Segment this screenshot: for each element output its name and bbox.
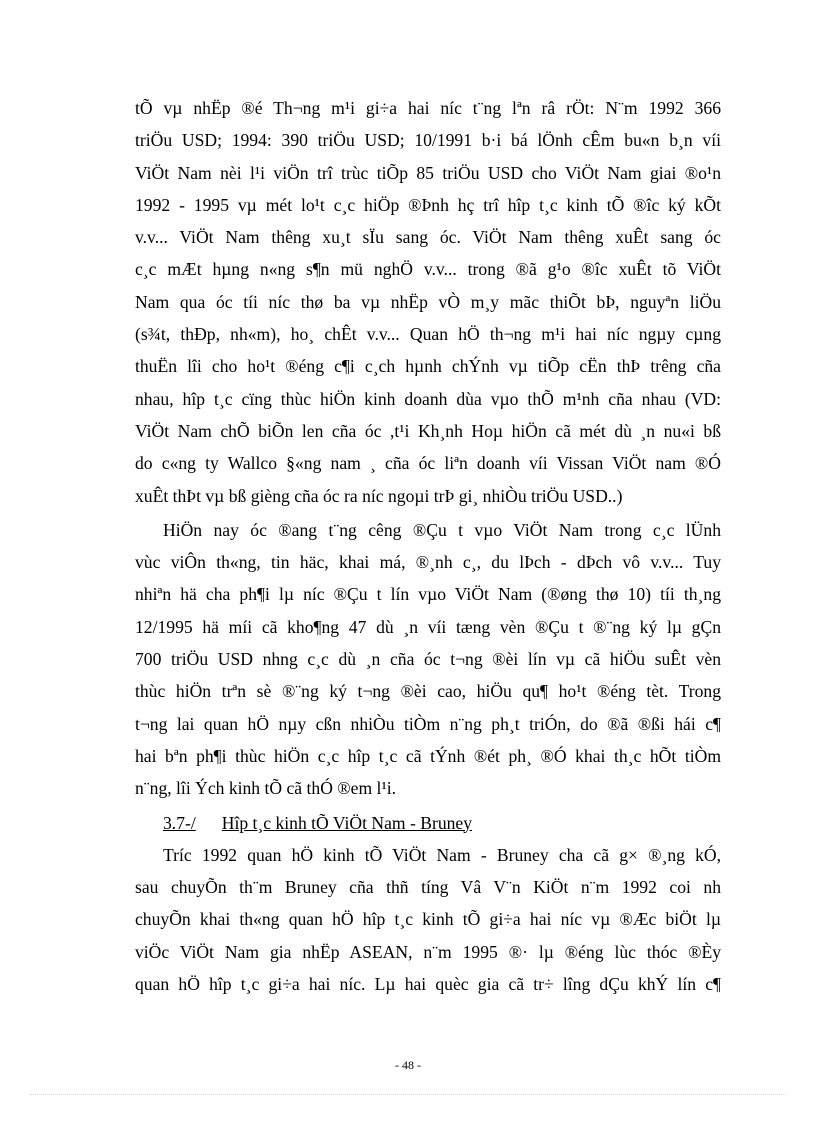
paragraph-investment: [135, 514, 721, 805]
text-line: v.v... ViÖt Nam thêng xu¸t sÏu sang óc. ViÖt Nam thêng xuÊt sang óc: [135, 227, 721, 248]
text-line: n¨ng, lîi Ých kinh tÕ cã thÓ ®em l¹i.: [135, 778, 397, 799]
text-line: tÕ vµ nhËp ®é Th¬ng m¹i gi÷a hai níc t¨ng lªn râ rÖt: N¨m 1992 366: [135, 98, 721, 118]
text-line: 12/1995 hä míi cã kho¶ng 47 dù ¸n víi tæng vèn ®Çu t ®¨ng ký lµ gÇn: [135, 616, 721, 637]
text-line: vùc viÔn th«ng, tin häc, khai má, ®¸nh c¸, du lÞch - dÞch vô v.v... Tuy: [135, 552, 721, 573]
page-number: - 48 -: [395, 1058, 421, 1072]
text-line: sau chuyÕn th¨m Bruney cña thñ tíng Vâ V¨n KiÖt n¨m 1992 coi nh: [135, 877, 721, 898]
text-line: do c«ng ty Wallco §«ng nam ¸ cña óc liªn doanh víi Vissan ViÖt nam ®Ó: [135, 453, 721, 474]
text-line: viÖc ViÖt Nam gia nhËp ASEAN, n¨m 1995 ®· lµ ®éng lùc thóc ®Èy: [135, 941, 721, 962]
paragraph-trade-relations: [135, 92, 721, 512]
text-line: nhiªn hä cha ph¶i lµ níc ®Çu t lín vµo ViÖt Nam (®øng thø 10) tíi th¸ng: [135, 584, 721, 605]
section-title: Hîp t¸c kinh tÕ ViÖt Nam - Bruney: [221, 812, 473, 833]
text-line: chuyÕn khai th«ng quan hÖ hîp t¸c kinh tÕ gi÷a hai níc vµ ®Æc biÖt lµ: [135, 909, 721, 930]
text-line: thùc hiÖn trªn sè ®¨ng ký t¬ng ®èi cao, hiÖu qu¶ ho¹t ®éng tèt. Trong: [135, 681, 721, 702]
text-line: HiÖn nay óc ®ang t¨ng cêng ®Çu t vµo ViÖt Nam trong c¸c lÜnh: [163, 519, 721, 540]
text-line: Tríc 1992 quan hÖ kinh tÕ ViÖt Nam - Bruney cha cã g× ®¸ng kÓ,: [163, 844, 721, 865]
text-line: 700 triÖu USD nhng c¸c dù ¸n cña óc t¬ng ®èi lín vµ cã hiÖu suÊt vèn: [135, 649, 721, 670]
text-line: triÖu USD; 1994: 390 triÖu USD; 10/1991 b·i bá lÖnh cÊm bu«n b¸n víi: [135, 130, 721, 151]
text-line: quan hÖ hîp t¸c gi÷a hai níc. Lµ hai quèc gia cã tr÷ lîng dÇu khÝ lín c¶: [135, 974, 721, 995]
text-line: ViÖt Nam nèi l¹i viÖn trî trùc tiÕp 85 triÖu USD cho ViÖt Nam giai ®o¹n: [135, 162, 721, 183]
section-heading: [135, 807, 721, 839]
text-line: hai bªn ph¶i thùc hiÖn c¸c hîp t¸c cã tÝnh ®ét ph¸ ®Ó khai th¸c hÕt tiÒm: [135, 745, 721, 766]
text-line: (s¾t, thÐp, nh«m), ho¸ chÊt v.v... Quan hÖ th¬ng m¹i hai níc ngµy cµng: [135, 324, 721, 345]
text-line: Nam qua óc tíi níc thø ba vµ nhËp vÒ m¸y mãc thiÕt bÞ, nguyªn liÖu: [135, 291, 721, 312]
text-line: thuËn lîi cho ho¹t ®éng c¶i c¸ch hµnh chÝnh vµ tiÕp cËn thÞ trêng cña: [135, 356, 721, 377]
text-line: ViÖt Nam chÕ biÕn len cña óc ,t¹i Kh¸nh Hoµ hiÖn cã mét dù ¸n nu«i bß: [135, 420, 721, 441]
text-line: t¬ng lai quan hÖ nµy cßn nhiÒu tiÒm n¨ng ph¸t triÓn, do ®ã ®ßi hái c¶: [135, 713, 721, 734]
text-line: nhau, hîp t¸c cïng thùc hiÖn kinh doanh dùa vµo thÕ m¹nh cña nhau (VD:: [135, 388, 721, 409]
footer-divider: [30, 1094, 786, 1095]
text-line: 1992 - 1995 vµ mét lo¹t c¸c hiÖp ®Þnh hç trî hîp t¸c kinh tÕ ®îc ký kÕt: [135, 194, 721, 215]
text-line: c¸c mÆt hµng n«ng s¶n mü nghÖ v.v... trong ®ã g¹o ®îc xuÊt tõ ViÖt: [135, 259, 721, 280]
paragraph-vietnam-bruney: [135, 839, 721, 1000]
section-number: 3.7-/: [163, 812, 196, 833]
document-body: [135, 92, 721, 1000]
text-line: xuÊt thÞt vµ bß gièng cña óc ra níc ngoµi trÞ gi¸ nhiÒu triÖu USD..): [135, 485, 623, 506]
